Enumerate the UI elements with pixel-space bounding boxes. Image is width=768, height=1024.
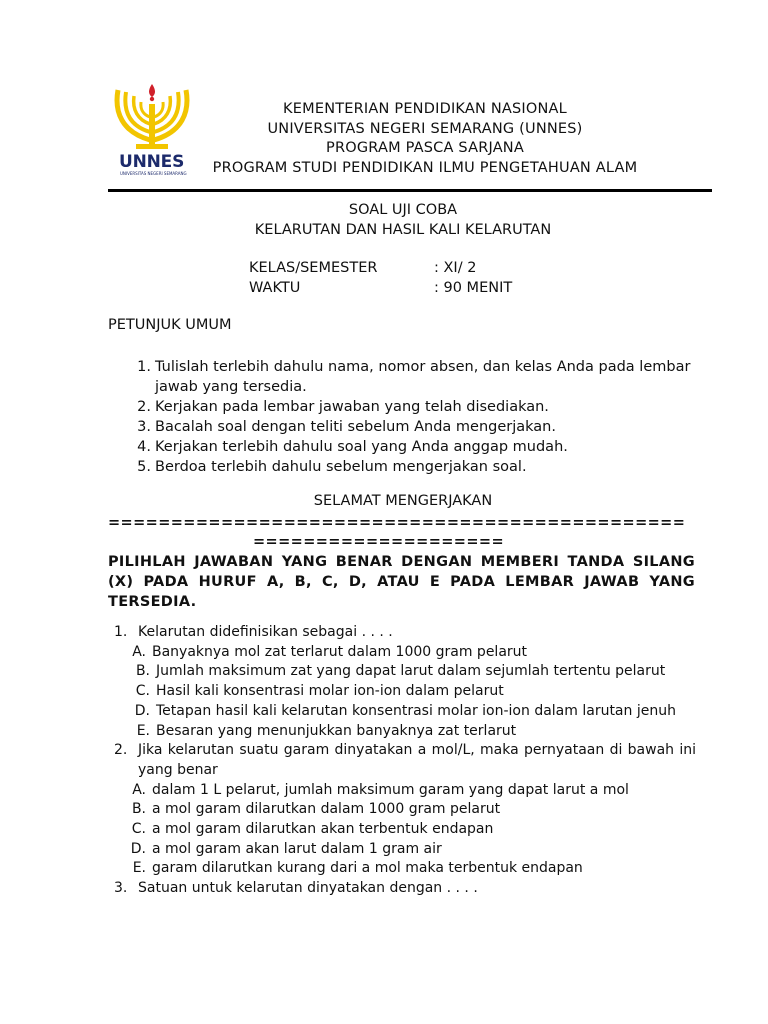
meta-class-value: : XI/ 2 [434,260,477,276]
option-label: B. [135,663,150,680]
meta-row-time [249,278,512,298]
question-text: Kelarutan didefinisikan sebagai . . . . [138,624,393,640]
question-text: Satuan untuk kelarutan dinyatakan dengan . . . . [138,880,478,897]
instructions-list [108,357,698,477]
header-line-program: PROGRAM PASCA SARJANA [326,140,524,156]
option-text: Banyaknya mol zat terlarut dalam 1000 gram pelarut [152,643,528,660]
list-item-text: Tulislah terlebih dahulu nama, nomor absen, dan kelas Anda pada lembar jawab yang tersedia. [155,359,691,395]
option-text: a mol garam dilarutkan akan terbentuk endapan [152,821,494,838]
answer-option [108,840,696,860]
option-label: D. [130,840,146,857]
meta-time-label: WAKTU [249,280,301,296]
separator-line [108,514,708,552]
exam-title-line-1: SOAL UJI COBA [348,202,458,218]
list-item-text: Kerjakan terlebih dahulu soal yang Anda anggap mudah. [155,439,568,455]
option-text: garam dilarutkan kurang dari a mol maka terbentuk endapan [152,860,583,877]
option-text: a mol garam dilarutkan dalam 1000 gram pelarut [152,801,501,818]
option-text: dalam 1 L pelarut, jumlah maksimum garam yang dapat larut a mol [152,781,629,798]
list-item [108,397,698,417]
meta-time-value: : 90 MENIT [434,280,513,296]
instructions-heading: PETUNJUK UMUM [108,317,232,333]
answer-option [108,702,696,722]
meta-class-label: KELAS/SEMESTER [249,260,378,276]
option-text: Hasil kali konsentrasi molar ion-ion dalam pelarut [156,683,504,700]
header-divider [108,189,712,192]
question-list [108,623,696,899]
header-line-study-program: PROGRAM STUDI PENDIDIKAN ILMU PENGETAHUAN ALAM [212,159,638,176]
answer-option [108,722,696,742]
list-item-number: 2. [137,399,151,415]
option-label: C. [131,821,146,838]
separator-line-1: ============================================== [108,515,686,531]
option-label: E. [132,860,146,877]
separator-line-2: ==================== [253,534,504,550]
option-text: Tetapan hasil kali kelarutan konsentrasi molar ion-ion dalam larutan jenuh [156,702,676,719]
list-item-text: Bacalah soal dengan teliti sebelum Anda mengerjakan. [155,419,556,435]
option-label: B. [131,801,146,818]
answer-directive: PILIHLAH JAWABAN YANG BENAR DENGAN MEMBERI TANDA SILANG (X) PADA HURUF A, B, C, D, ATAU E PADA LEMBAR JAWAB YANG TERSEDIA. [108,554,695,610]
answer-option [108,820,696,840]
option-text: Jumlah maksimum zat yang dapat larut dalam sejumlah tertentu pelarut [156,663,666,680]
header-line-university: UNIVERSITAS NEGERI SEMARANG (UNNES) [267,120,583,137]
list-item-text: Berdoa terlebih dahulu sebelum mengerjakan soal. [155,459,527,475]
question-number: 3. [114,880,128,897]
list-item [108,357,698,397]
option-text: Besaran yang menunjukkan banyaknya zat terlarut [156,722,517,739]
exam-title-line-2: KELARUTAN DAN HASIL KALI KELARUTAN [254,222,552,238]
question-number: 1. [114,624,128,640]
list-item-text: Kerjakan pada lembar jawaban yang telah disediakan. [155,399,549,415]
exam-meta [249,258,512,298]
option-label: C. [135,683,150,700]
logo-subtext: UNIVERSITAS NEGERI SEMARANG [120,171,187,176]
answer-option [108,800,696,820]
list-item [108,457,698,477]
question [108,623,696,643]
question [108,879,696,899]
institution-header [150,100,700,178]
meta-row-class [249,258,512,278]
answer-option [108,859,696,879]
answer-option [108,781,696,801]
list-item-number: 3. [137,419,151,435]
question [108,741,696,780]
option-label: A. [132,781,146,798]
list-item-number: 4. [137,439,151,455]
option-label: A. [132,643,146,660]
option-label: E. [136,722,150,739]
answer-option [108,643,696,663]
closing-message: SELAMAT MENGERJAKAN [313,493,493,509]
option-label: D. [134,702,150,719]
exam-title [108,200,698,240]
answer-option [108,662,696,682]
header-line-ministry: KEMENTERIAN PENDIDIKAN NASIONAL [283,101,567,117]
list-item [108,437,698,457]
list-item-number: 5. [137,459,151,475]
question-number: 2. [114,742,128,759]
list-item [108,417,698,437]
option-text: a mol garam akan larut dalam 1 gram air [152,840,442,857]
question-text: Jika kelarutan suatu garam dinyatakan a mol/L, maka pernyataan di bawah ini yang benar [138,742,696,778]
list-item-number: 1. [137,359,151,375]
logo-wordmark: UNNES [119,152,185,172]
answer-option [108,682,696,702]
